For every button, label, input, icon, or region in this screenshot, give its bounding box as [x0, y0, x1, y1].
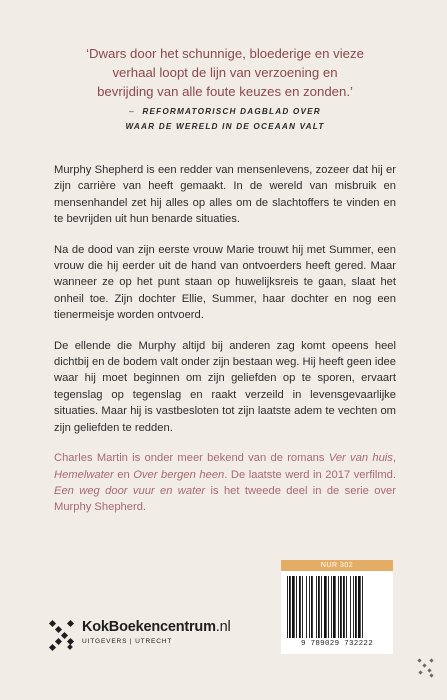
barcode-block: [281, 560, 393, 654]
blurb: [54, 162, 396, 530]
bio-book-title: Ver van huis: [328, 452, 393, 465]
publisher-subtitle: UITGEVERS | UTRECHT: [82, 638, 173, 645]
quote-line: verhaal loopt de lijn van verzoening en: [112, 65, 338, 80]
author-bio: [54, 450, 396, 516]
corner-x-mark-icon: [415, 656, 437, 680]
attribution-dash: –: [129, 107, 135, 116]
bio-text: Charles Martin is onder meer bekend van de romans: [54, 452, 329, 465]
quote-attribution: [60, 104, 390, 134]
bio-text: is het tweede deel in de serie over Murphy Shepherd.: [54, 484, 396, 514]
isbn-barcode: [287, 576, 387, 638]
quote-line: ‘Dwars door het schunnige, bloederige en vieze: [86, 46, 364, 61]
isbn-number: 9 789029 732222: [300, 640, 373, 648]
blurb-paragraph: De ellende die Murphy altijd bij anderen zag komt opeens heel dichtbij en de bodem valt onder zijn bestaan weg. Hij heeft geen idee waar hij moet beginnen om zijn geliefden op te sporen, ervaart tegenslag op tegenslag en raakt verzeild in levensgevaarlijke situaties. Maar hij is vastbesloten tot zijn laatste adem te vechten om zijn geliefden te redden.: [54, 339, 396, 434]
kok-x-logo-icon: [48, 618, 76, 652]
publisher-name: [82, 619, 231, 635]
attribution-book-title: WAAR DE WERELD IN DE OCEAAN VALT: [125, 122, 325, 131]
bio-text: . De laatste werd in 2017 verfilmd.: [224, 468, 396, 481]
publisher-name-main: KokBoekencentrum: [82, 619, 216, 635]
blurb-paragraph: Na de dood van zijn eerste vrouw Marie trouwt hij met Summer, een vrouw die hij eerder uit de hand van ontvoerders heeft gered. Maar wanneer ze op het punt staan op huwelijksreis te gaan, slaat het onheil toe. Zijn dochter Ellie, Summer, haar dochter en nog een tienermeisje worden ontvoerd.: [54, 243, 396, 322]
bio-book-title: Over bergen heen: [133, 468, 225, 481]
bio-book-title: Hemelwater: [54, 468, 114, 481]
publisher-logo: [48, 616, 248, 656]
quote-line: bevrijding van alle foute keuzes en zonden.’: [97, 84, 353, 99]
bio-book-title: Een weg door vuur en water: [54, 484, 206, 497]
nur-code: NUR 302: [281, 560, 393, 571]
back-cover-quote: [60, 44, 390, 101]
publisher-name-suffix: .nl: [215, 619, 231, 635]
blurb-paragraph: Murphy Shepherd is een redder van mensenlevens, zozeer dat hij er zijn carrière van heeft gemaakt. In de wereld van misbruik en mensenhandel zet hij alles op alles om de slachtoffers te vinden en te bevrijden uit hun benarde situaties.: [54, 164, 396, 226]
bio-text: en: [113, 468, 134, 481]
bio-text: ,: [392, 452, 396, 465]
attribution-source: REFORMATORISCH DAGBLAD OVER: [142, 107, 321, 116]
